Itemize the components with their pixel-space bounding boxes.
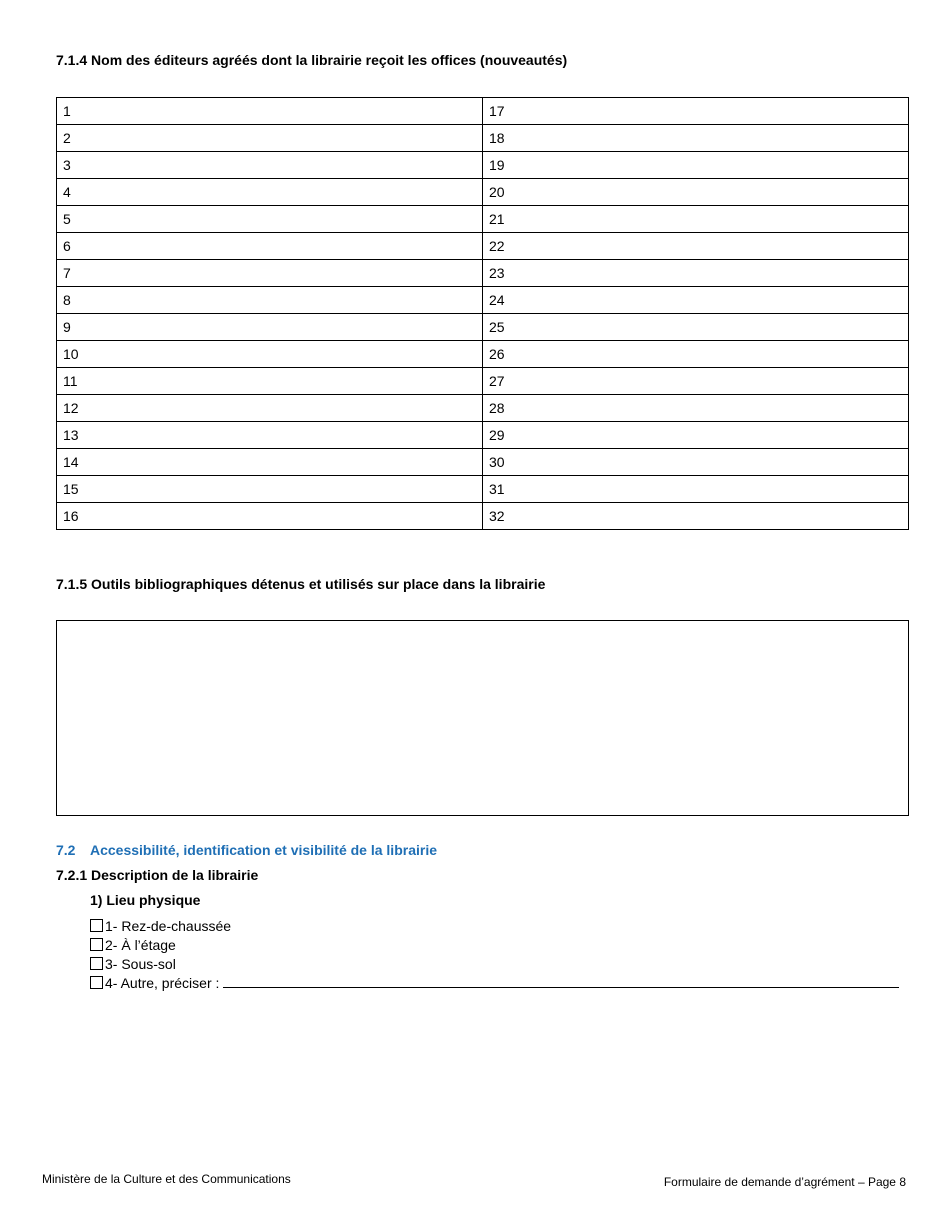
editor-cell[interactable]: 1 xyxy=(57,98,483,125)
section-7-2-label: Accessibilité, identification et visibilité de la librairie xyxy=(90,842,437,858)
checkbox[interactable] xyxy=(90,938,103,951)
editor-cell[interactable]: 20 xyxy=(483,179,909,206)
editor-cell[interactable]: 5 xyxy=(57,206,483,233)
table-row xyxy=(57,341,909,368)
checkbox[interactable] xyxy=(90,957,103,970)
editor-cell[interactable]: 4 xyxy=(57,179,483,206)
editor-cell[interactable]: 3 xyxy=(57,152,483,179)
option-label: 2- À l’étage xyxy=(105,937,176,953)
editor-cell[interactable]: 19 xyxy=(483,152,909,179)
checkbox[interactable] xyxy=(90,919,103,932)
editor-cell[interactable]: 6 xyxy=(57,233,483,260)
editor-cell[interactable]: 13 xyxy=(57,422,483,449)
option-label: 3- Sous-sol xyxy=(105,956,176,972)
table-row xyxy=(57,395,909,422)
table-row xyxy=(57,152,909,179)
section-7-2-title xyxy=(56,842,437,858)
option-label: 4- Autre, préciser : xyxy=(105,975,220,991)
option-label: 1- Rez-de-chaussée xyxy=(105,918,232,934)
editor-cell[interactable]: 24 xyxy=(483,287,909,314)
table-row xyxy=(57,287,909,314)
editor-cell[interactable]: 18 xyxy=(483,125,909,152)
bibliographic-tools-textbox[interactable] xyxy=(56,620,909,816)
editors-table xyxy=(56,97,909,530)
editor-cell[interactable]: 11 xyxy=(57,368,483,395)
editor-cell[interactable]: 16 xyxy=(57,503,483,530)
footer-page-info: Formulaire de demande d’agrément – Page 8 xyxy=(663,1175,906,1189)
editor-cell[interactable]: 17 xyxy=(483,98,909,125)
editor-cell[interactable]: 25 xyxy=(483,314,909,341)
editor-cell[interactable]: 9 xyxy=(57,314,483,341)
editor-cell[interactable]: 32 xyxy=(483,503,909,530)
editor-cell[interactable]: 23 xyxy=(483,260,909,287)
lieu-physique-question: 1) Lieu physique xyxy=(90,892,201,908)
table-row xyxy=(57,206,909,233)
option-etage[interactable] xyxy=(90,937,176,953)
option-rez-de-chaussee[interactable] xyxy=(90,918,231,934)
table-row xyxy=(57,422,909,449)
editor-cell[interactable]: 14 xyxy=(57,449,483,476)
option-sous-sol[interactable] xyxy=(90,956,176,972)
editor-cell[interactable]: 8 xyxy=(57,287,483,314)
table-row xyxy=(57,314,909,341)
table-row xyxy=(57,476,909,503)
table-row xyxy=(57,98,909,125)
table-row xyxy=(57,260,909,287)
editor-cell[interactable]: 27 xyxy=(483,368,909,395)
editor-cell[interactable]: 29 xyxy=(483,422,909,449)
editor-cell[interactable]: 31 xyxy=(483,476,909,503)
table-row xyxy=(57,125,909,152)
section-7-1-5-title: 7.1.5 Outils bibliographiques détenus et utilisés sur place dans la librairie xyxy=(56,576,546,592)
section-7-2-number: 7.2 xyxy=(56,842,76,858)
section-7-1-4-title: 7.1.4 Nom des éditeurs agréés dont la librairie reçoit les offices (nouveautés) xyxy=(56,52,568,68)
table-row xyxy=(57,368,909,395)
editor-cell[interactable]: 2 xyxy=(57,125,483,152)
table-row xyxy=(57,233,909,260)
editor-cell[interactable]: 21 xyxy=(483,206,909,233)
autre-precision-field[interactable] xyxy=(223,975,899,988)
editor-cell[interactable]: 26 xyxy=(483,341,909,368)
footer-ministry: Ministère de la Culture et des Communications xyxy=(42,1172,291,1186)
table-row xyxy=(57,179,909,206)
editor-cell[interactable]: 28 xyxy=(483,395,909,422)
option-autre[interactable] xyxy=(90,975,899,991)
editor-cell[interactable]: 7 xyxy=(57,260,483,287)
editor-cell[interactable]: 15 xyxy=(57,476,483,503)
checkbox[interactable] xyxy=(90,976,103,989)
editor-cell[interactable]: 10 xyxy=(57,341,483,368)
editor-cell[interactable]: 12 xyxy=(57,395,483,422)
table-row xyxy=(57,503,909,530)
table-row xyxy=(57,449,909,476)
section-7-2-1-title: 7.2.1 Description de la librairie xyxy=(56,867,259,883)
editor-cell[interactable]: 22 xyxy=(483,233,909,260)
editor-cell[interactable]: 30 xyxy=(483,449,909,476)
